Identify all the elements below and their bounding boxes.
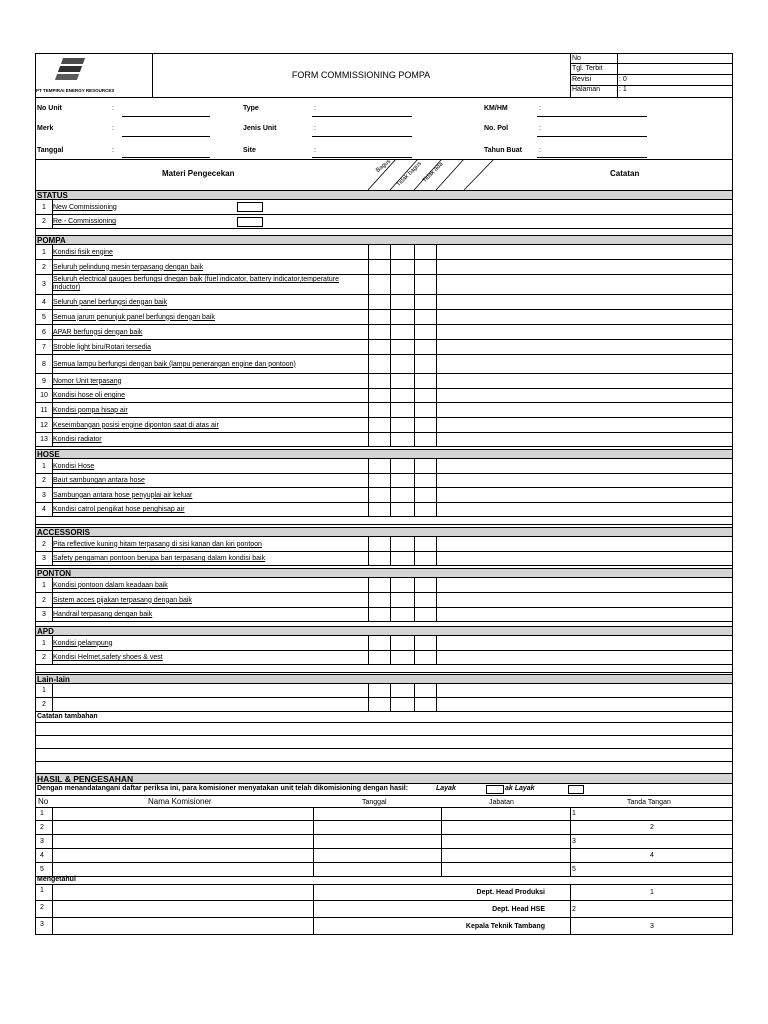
commissioner-jabatan-field[interactable]: [441, 863, 570, 877]
commissioner-nama-field[interactable]: [52, 863, 313, 877]
row-number: 5: [42, 313, 46, 321]
signature-number[interactable]: 3: [650, 923, 654, 930]
hasil-tidak-layak: ak Layak: [505, 785, 535, 792]
row-number: 4: [42, 298, 46, 306]
section-pompa: POMPA: [36, 235, 732, 245]
approver-name-field[interactable]: [52, 918, 313, 935]
checklist-row: [36, 374, 732, 389]
commissioner-tanggal-field[interactable]: [313, 835, 441, 849]
signature-number[interactable]: 2: [650, 824, 654, 831]
item-label: Kondisi Helmet,safety shoes & vest: [53, 654, 163, 661]
company-name: PT TEMPIRAI ENERGY RESOURCES: [36, 88, 115, 93]
check-cell-not-good[interactable]: [390, 310, 414, 325]
row-number: 7: [42, 343, 46, 351]
checklist-row: [36, 698, 732, 712]
check-cell-none[interactable]: [414, 684, 436, 698]
commissioner-row: [36, 863, 732, 877]
commissioner-tanggal-field[interactable]: [313, 807, 441, 821]
check-cell-none[interactable]: [414, 636, 436, 651]
check-cell-not-good[interactable]: [390, 325, 414, 340]
check-cell-none[interactable]: [414, 459, 436, 474]
check-cell-not-good[interactable]: [390, 552, 414, 566]
checklist-row: [36, 433, 732, 447]
commissioner-row: [36, 821, 732, 835]
item-label: Nomor Unit terpasang: [53, 377, 122, 385]
row-number: 5: [40, 866, 44, 873]
meta-label-halaman: Halaman: [572, 86, 601, 93]
catatan-tambahan-label: Catatan tambahan: [37, 713, 98, 720]
row-number: 13: [40, 436, 48, 443]
check-cell-not-good[interactable]: [390, 698, 414, 712]
header-no: No: [38, 797, 49, 806]
column-catatan: Catatan: [610, 169, 640, 178]
check-cell-none[interactable]: [414, 418, 436, 433]
commissioner-jabatan-field[interactable]: [441, 849, 570, 863]
column-materi: Materi Pengecekan: [162, 169, 235, 178]
section-lain: Lain-lain: [36, 674, 732, 684]
row-number: 12: [40, 421, 48, 429]
checklist-row: [36, 200, 732, 215]
row-number: 2: [42, 477, 46, 484]
check-cell-good[interactable]: [368, 325, 390, 340]
row-number: 2: [42, 218, 46, 225]
check-cell-none[interactable]: [414, 260, 436, 275]
item-label: Handrail terpasang dengan baik: [53, 611, 153, 618]
row-number: 2: [42, 596, 46, 604]
approver-name-field[interactable]: [52, 884, 313, 901]
item-label: Seluruh panel berfungsi dengan baik: [53, 298, 168, 306]
item-label: Seluruh electrical gauges berfungsi dnegan baik (fuel indicator, battery indicator,temperature inductor): [53, 276, 340, 291]
row-number: 3: [42, 281, 46, 288]
check-cell-good[interactable]: [368, 651, 390, 665]
approver-name-field[interactable]: [52, 901, 313, 918]
commissioner-tanggal-field[interactable]: [313, 821, 441, 835]
check-cell-good[interactable]: [368, 245, 390, 260]
column-tidak-bagus: Tidak bagus: [395, 160, 423, 188]
item-label: Kondisi pontoon dalam keadaan baik: [53, 581, 168, 589]
status-checkbox[interactable]: [237, 217, 263, 227]
item-label: Kondisi pelampung: [53, 639, 113, 647]
checklist-row: [36, 459, 732, 474]
row-number: 1: [42, 581, 46, 589]
approver-jabatan: Dept. Head HSE: [492, 906, 545, 913]
check-cell-none[interactable]: [414, 374, 436, 389]
row-number: 4: [42, 506, 46, 513]
check-cell-good[interactable]: [368, 275, 390, 295]
check-cell-good[interactable]: [368, 433, 390, 447]
signature-number[interactable]: 1: [650, 889, 654, 896]
check-cell-not-good[interactable]: [390, 474, 414, 488]
check-cell-none[interactable]: [414, 433, 436, 447]
item-label: Kondisi hose oli engine: [53, 392, 125, 399]
check-cell-not-good[interactable]: [390, 684, 414, 698]
row-number: 3: [40, 921, 44, 928]
checklist-row: [36, 325, 732, 340]
commissioner-nama-field[interactable]: [52, 835, 313, 849]
check-cell-good[interactable]: [368, 503, 390, 517]
signature-number[interactable]: 2: [572, 906, 576, 913]
check-cell-not-good[interactable]: [390, 340, 414, 355]
commissioner-row: [36, 807, 732, 821]
check-cell-good[interactable]: [368, 608, 390, 622]
signature-number[interactable]: 3: [572, 838, 576, 845]
commissioner-nama-field[interactable]: [52, 849, 313, 863]
approver-row: [36, 901, 732, 918]
check-cell-good[interactable]: [368, 474, 390, 488]
check-cell-none[interactable]: [414, 355, 436, 374]
check-cell-not-good[interactable]: [390, 389, 414, 403]
hasil-statement: Dengan menandatangani daftar periksa ini, para komisioner menyatakan unit telah dikomisioning dengan hasil:: [37, 785, 409, 792]
check-cell-good[interactable]: [368, 593, 390, 608]
signature-number[interactable]: 5: [572, 866, 576, 873]
item-label: Sambungan antara hose penyuplai air keluar: [53, 491, 193, 499]
field-no-unit[interactable]: [122, 116, 210, 117]
checklist-row: [36, 245, 732, 260]
checklist-row: [36, 537, 732, 552]
section-status: STATUS: [36, 190, 732, 200]
row-number: 1: [42, 248, 46, 256]
meta-value-revisi: : 0: [619, 76, 627, 83]
item-label: Stroble light biru/Rotari tersedia: [53, 343, 152, 351]
checklist-row: [36, 651, 732, 665]
meta-label-revisi: Revisi: [572, 76, 592, 83]
check-cell-not-good[interactable]: [390, 295, 414, 310]
check-cell-none[interactable]: [414, 503, 436, 517]
row-number: 2: [42, 654, 46, 661]
checklist-row: [36, 310, 732, 325]
approver-row: [36, 918, 732, 935]
commissioner-row: [36, 849, 732, 863]
approver-jabatan: Kepala Teknik Tambang: [465, 923, 545, 930]
item-label: Kondisi Hose: [53, 462, 95, 470]
commissioner-row: [36, 835, 732, 849]
commissioner-jabatan-field[interactable]: [441, 807, 570, 821]
check-cell-not-good[interactable]: [390, 651, 414, 665]
row-number: 2: [42, 540, 46, 548]
item-label: Seluruh pelindung mesin terpasang dengan baik: [53, 263, 204, 271]
field-no-pol[interactable]: [537, 136, 647, 137]
checklist-row: [36, 608, 732, 622]
commissioner-jabatan-field[interactable]: [441, 821, 570, 835]
label-no-pol: No. Pol: [484, 125, 509, 132]
row-number: 2: [42, 701, 46, 708]
header-tanggal: Tanggal: [362, 799, 387, 806]
row-number: 3: [42, 491, 46, 499]
row-number: 4: [40, 852, 44, 859]
layak-checkbox[interactable]: [486, 785, 504, 794]
checklist-row: [36, 215, 732, 229]
row-number: 11: [40, 406, 48, 414]
row-number: 10: [40, 392, 48, 399]
row-number: 8: [42, 360, 46, 368]
check-cell-none[interactable]: [414, 578, 436, 593]
checklist-row: [36, 403, 732, 418]
commissioning-form: PT TEMPIRAI ENERGY RESOURCES FORM COMMISSIONING POMPA No Tgl. Terbit Revisi : 0 Halaman : 1 No Unit : Type : KM/HM : Merk : Jenis Unit : No. Pol : Tanggal : Site : Tahun Buat : Materi Pengecekan Catatan Bagus Tidak bagus Tidak ada STATUS 1 New Commissioning 2 Re - Commissioning POMPA 1 Kondisi fisik engine 2 Seluruh pelindung mesin terpasang dengan baik 3 Seluruh electrical gauges berfungsi dnegan baik (fuel indicator, battery indicator,temperature inductor) 4 Seluruh panel berfungsi dengan baik 5 Semua jarum penunjuk panel berfungsi dengan baik 6 APAR berfungsi dengan baik 7 Stroble light biru/Rotari tersedia 8 Semua lampu berfungsi dengan baik (lampu penerangan engine dan pontoon) 9 Nomor Unit terpasang 10 Kondisi hose oli engine 11 Kondisi pompa hisap air 12 Keseimbangan posisi engine diponton saat di atas air 13 Kondisi radiator HOSE 1 Kondisi Hose 2 Baut sambungan antara hose 3 Sambungan antara hose penyuplai air keluar 4 Kondisi catrol pengikat hose penghisap air ACCESSORIS 2 Pita reflective kuning hitam terpasang di sisi kanan dan kiri pontoon 3 Safety pengaman pontoon berupa ban terpasang dalam kondisi baik PONTON 1 Kondisi pontoon dalam keadaan baik 2 Sistem acces pijakan terpasang dengan baik 3 Handrail terpasang dengan baik APD 1 Kondisi pelampung 2 Kondisi Helmet,safety shoes & vest Lain-lain 1 2 Catatan tambahan HASIL & PENGESAHAN Dengan menandatangani daftar periksa ini, para komisioner menyatakan unit telah dikomisioning dengan hasil: Layak ak Layak No Nama Komisioner Tanggal Jabatan Tanda Tangan 1 1 2 2 3 3 4 4 5 5 Mengetahui 1 Dept. Head Produksi 1 2 Dept. Head HSE 2 3 Kepala Teknik Tambang 3: [35, 53, 733, 935]
row-number: 2: [40, 904, 44, 911]
check-cell-none[interactable]: [414, 403, 436, 418]
check-cell-good[interactable]: [368, 340, 390, 355]
mengetahui-label: Mengetahui: [37, 876, 76, 883]
row-number: 2: [42, 263, 46, 271]
commissioner-nama-field[interactable]: [52, 821, 313, 835]
row-number: 3: [42, 611, 46, 618]
commissioner-tanggal-field[interactable]: [313, 863, 441, 877]
checklist-row: [36, 488, 732, 503]
item-label: New Commissioning: [53, 203, 117, 211]
check-cell-good[interactable]: [368, 418, 390, 433]
item-label: Baut sambungan antara hose: [53, 477, 145, 484]
check-cell-not-good[interactable]: [390, 245, 414, 260]
label-tanggal: Tanggal: [37, 147, 64, 154]
item-label: Safety pengaman pontoon berupa ban terpasang dalam kondisi baik: [53, 555, 266, 562]
column-tidak-ada: Tidak ada: [421, 161, 445, 184]
check-cell-not-good[interactable]: [390, 578, 414, 593]
check-cell-none[interactable]: [414, 275, 436, 295]
item-label: Semua lampu berfungsi dengan baik (lampu penerangan engine dan pontoon): [53, 360, 296, 368]
form-title: FORM COMMISSIONING POMPA: [291, 70, 431, 80]
row-number: 3: [40, 838, 44, 845]
check-cell-not-good[interactable]: [390, 459, 414, 474]
item-label: Semua jarum penunjuk panel berfungsi dengan baik: [53, 313, 215, 321]
row-number: 1: [42, 639, 46, 647]
check-cell-not-good[interactable]: [390, 636, 414, 651]
header-nama: Nama Komisioner: [148, 797, 212, 806]
meta-label-no: No: [572, 55, 581, 62]
check-cell-none[interactable]: [414, 474, 436, 488]
check-cell-not-good[interactable]: [390, 488, 414, 503]
row-number: 9: [42, 377, 46, 385]
check-cell-good[interactable]: [368, 310, 390, 325]
label-merk: Merk: [37, 125, 54, 132]
check-cell-none[interactable]: [414, 488, 436, 503]
check-cell-none[interactable]: [414, 245, 436, 260]
row-number: 3: [42, 555, 46, 562]
field-tanggal[interactable]: [122, 157, 210, 158]
checklist-row: [36, 593, 732, 608]
check-cell-none[interactable]: [414, 593, 436, 608]
check-cell-good[interactable]: [368, 684, 390, 698]
item-label: Sistem acces pijakan terpasang dengan baik: [53, 596, 192, 604]
checklist-row: [36, 295, 732, 310]
status-checkbox[interactable]: [237, 202, 263, 212]
item-label: Re - Commissioning: [53, 218, 117, 225]
check-cell-good[interactable]: [368, 403, 390, 418]
field-type[interactable]: [312, 116, 412, 117]
field-site[interactable]: [312, 157, 412, 158]
check-cell-not-good[interactable]: [390, 433, 414, 447]
check-cell-not-good[interactable]: [390, 275, 414, 295]
check-cell-none[interactable]: [414, 651, 436, 665]
row-number: 1: [40, 887, 44, 894]
commissioner-tanggal-field[interactable]: [313, 849, 441, 863]
item-label: Kondisi pompa hisap air: [53, 406, 128, 414]
check-cell-not-good[interactable]: [390, 403, 414, 418]
check-cell-not-good[interactable]: [390, 260, 414, 275]
check-cell-good[interactable]: [368, 459, 390, 474]
check-cell-not-good[interactable]: [390, 355, 414, 374]
meta-label-tgl-terbit: Tgl. Terbit: [572, 65, 603, 72]
label-tahun-buat: Tahun Buat: [484, 147, 522, 154]
approver-row: [36, 884, 732, 901]
check-cell-not-good[interactable]: [390, 418, 414, 433]
row-number: 1: [42, 203, 46, 211]
check-cell-not-good[interactable]: [390, 593, 414, 608]
check-cell-none[interactable]: [414, 389, 436, 403]
item-label: Kondisi fisik engine: [53, 248, 113, 256]
label-jenis-unit: Jenis Unit: [243, 125, 277, 132]
label-site: Site: [243, 147, 256, 154]
checklist-row: [36, 340, 732, 355]
checklist-row: [36, 552, 732, 566]
column-bagus: Bagus: [375, 158, 393, 174]
check-cell-none[interactable]: [414, 537, 436, 552]
row-number: 1: [42, 687, 46, 694]
check-cell-good[interactable]: [368, 295, 390, 310]
check-cell-none[interactable]: [414, 325, 436, 340]
check-cell-not-good[interactable]: [390, 537, 414, 552]
section-accessoris: ACCESSORIS: [36, 527, 732, 537]
item-label: APAR berfungsi dengan baik: [53, 328, 143, 336]
section-hasil: HASIL & PENGESAHAN: [36, 773, 732, 784]
check-cell-none[interactable]: [414, 310, 436, 325]
check-cell-good[interactable]: [368, 389, 390, 403]
label-no-unit: No Unit: [37, 105, 62, 112]
field-kmhm[interactable]: [537, 116, 647, 117]
meta-value-halaman: : 1: [619, 86, 627, 93]
check-cell-good[interactable]: [368, 355, 390, 374]
label-type: Type: [243, 105, 259, 112]
company-logo: [56, 58, 86, 86]
checklist-row: [36, 260, 732, 275]
check-cell-good[interactable]: [368, 552, 390, 566]
item-label: Keseimbangan posisi engine diponton saat di atas air: [53, 421, 219, 429]
header-tanda-tangan: Tanda Tangan: [627, 799, 671, 806]
check-cell-good[interactable]: [368, 636, 390, 651]
checklist-row: [36, 275, 732, 295]
check-cell-none[interactable]: [414, 295, 436, 310]
checklist-row: [36, 355, 732, 374]
field-merk[interactable]: [122, 136, 210, 137]
check-cell-good[interactable]: [368, 488, 390, 503]
checklist-row: [36, 578, 732, 593]
header-jabatan: Jabatan: [489, 799, 514, 806]
row-number: 1: [42, 462, 46, 470]
row-number: 1: [40, 810, 44, 817]
commissioner-nama-field[interactable]: [52, 807, 313, 821]
check-cell-good[interactable]: [368, 260, 390, 275]
checklist-row: [36, 636, 732, 651]
checklist-row: [36, 389, 732, 403]
check-cell-not-good[interactable]: [390, 374, 414, 389]
item-label: Kondisi catrol pengikat hose penghisap air: [53, 506, 185, 513]
field-tahun-buat[interactable]: [537, 157, 647, 158]
approver-jabatan: Dept. Head Produksi: [476, 889, 545, 896]
check-cell-none[interactable]: [414, 698, 436, 712]
signature-number[interactable]: 4: [650, 852, 654, 859]
check-cell-none[interactable]: [414, 608, 436, 622]
check-cell-good[interactable]: [368, 698, 390, 712]
section-apd: APD: [36, 626, 732, 636]
signature-number[interactable]: 1: [572, 810, 576, 817]
check-cell-good[interactable]: [368, 578, 390, 593]
check-cell-none[interactable]: [414, 340, 436, 355]
check-cell-not-good[interactable]: [390, 503, 414, 517]
checklist-row: [36, 474, 732, 488]
hasil-layak: Layak: [436, 785, 456, 792]
row-number: 6: [42, 328, 46, 336]
item-label: Kondisi radiator: [53, 436, 102, 443]
checklist-row: [36, 684, 732, 698]
row-number: 2: [40, 824, 44, 831]
tidak-layak-checkbox[interactable]: [568, 785, 584, 794]
check-cell-good[interactable]: [368, 374, 390, 389]
field-jenis-unit[interactable]: [312, 136, 412, 137]
commissioner-jabatan-field[interactable]: [441, 835, 570, 849]
check-cell-not-good[interactable]: [390, 608, 414, 622]
item-label: Pita reflective kuning hitam terpasang di sisi kanan dan kiri pontoon: [53, 540, 262, 548]
label-kmhm: KM/HM: [484, 105, 508, 112]
checklist-row: [36, 418, 732, 433]
section-hose: HOSE: [36, 449, 732, 459]
check-cell-none[interactable]: [414, 552, 436, 566]
check-cell-good[interactable]: [368, 537, 390, 552]
section-ponton: PONTON: [36, 568, 732, 578]
checklist-row: [36, 503, 732, 517]
